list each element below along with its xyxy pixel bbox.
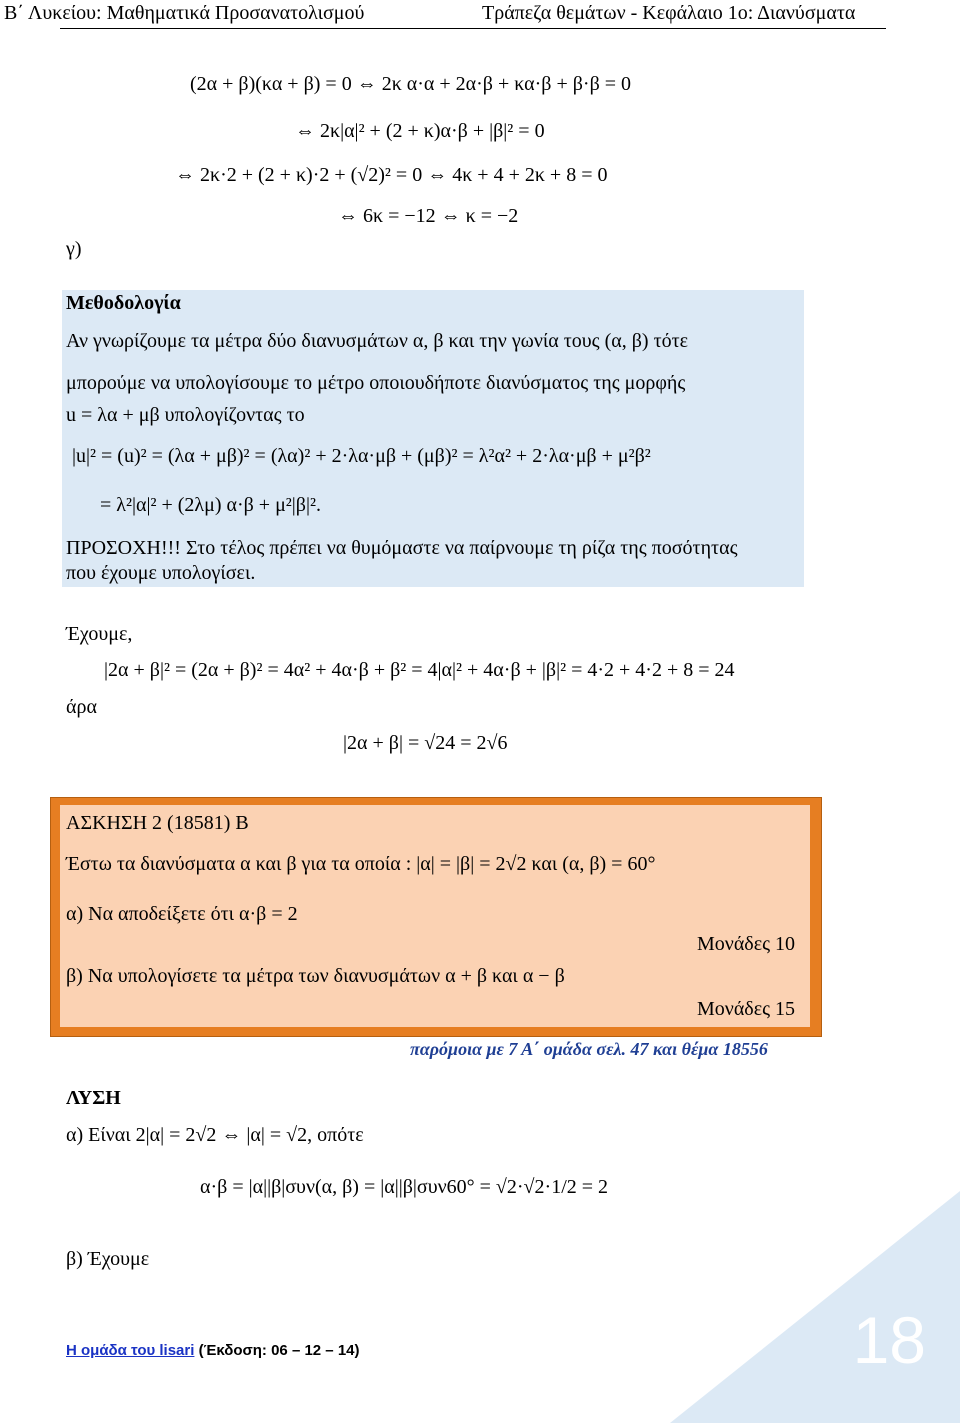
solution-part-a-line-1: α) Είναι 2|α| = 2√2 ⇔ |α| = √2, οπότε (66, 1124, 364, 1146)
header-left: Β΄ Λυκείου: Μαθηματικά Προσανατολισμού (4, 2, 365, 24)
exercise-points-a: Μονάδες 10 (697, 933, 796, 955)
methodology-line-3: u = λα + μβ υπολογίζοντας το (66, 404, 305, 426)
methodology-line-1: Αν γνωρίζουμε τα μέτρα δύο διανυσμάτων α, β και την γωνία τους (α, β) τότε (66, 330, 689, 352)
solution-title: ΛΥΣΗ (66, 1087, 121, 1109)
derivation-line-1: (2α + β)(κα + β) = 0 ⇔ 2κ α·α + 2α·β + κα·β + β·β = 0 (190, 73, 632, 95)
solution-part-b: β) Έχουμε (66, 1248, 150, 1270)
derivation-line-3: ⇔ 2κ·2 + (2 + κ)·2 + (√2)² = 0 ⇔ 4κ + 4 + 2κ + 8 = 0 (175, 164, 608, 186)
example-equation: |2α + β|² = (2α + β)² = 4α² + 4α·β + β² = 4|α|² + 4α·β + |β|² = 4·2 + 4·2 + 8 = 24 (104, 659, 735, 681)
footer-version: (Έκδοση: 06 – 12 – 14) (194, 1342, 360, 1359)
attention-line-1 (66, 537, 737, 560)
example-intro: Έχουμε, (66, 623, 133, 645)
solution-part-a-line-2: α·β = |α||β|συν(α, β) = |α||β|συν60° = √2·√2·1/2 = 2 (200, 1176, 609, 1198)
page-number: 18 (852, 1303, 926, 1377)
exercise-points-b: Μονάδες 15 (697, 998, 796, 1020)
similar-credit: παρόμοια με 7 Α΄ ομάδα σελ. 47 και θέμα 18556 (410, 1039, 768, 1059)
attention-rest: Στο τέλος πρέπει να θυμόμαστε να παίρνουμε τη ρίζα της ποσότητας (180, 537, 738, 559)
attention-line-2: που έχουμε υπολογίσει. (66, 562, 256, 584)
attention-bold: ΠΡΟΣΟΧΗ!!! (66, 537, 181, 559)
footer-link[interactable]: Η ομάδα του lisari (66, 1342, 195, 1359)
methodology-formula-2: = λ²|α|² + (2λμ) α·β + μ²|β|². (100, 494, 321, 516)
methodology-title: Μεθοδολογία (66, 292, 181, 314)
methodology-line-2: μπορούμε να υπολογίσουμε το μέτρο οποιουδήποτε διανύσματος της μορφής (66, 372, 686, 394)
derivation-line-2: ⇔ 2κ|α|² + (2 + κ)α·β + |β|² = 0 (295, 120, 545, 142)
example-result: |2α + β| = √24 = 2√6 (343, 732, 508, 754)
derivation-line-4: ⇔ 6κ = −12 ⇔ κ = −2 (338, 205, 519, 227)
example-so-label: άρα (66, 696, 97, 718)
exercise-part-b: β) Να υπολογίσετε τα μέτρα των διανυσμάτων α + β και α − β (66, 965, 565, 987)
part-gamma-label: γ) (66, 238, 82, 260)
exercise-statement: Έστω τα διανύσματα α και β για τα οποία : |α| = |β| = 2√2 και (α, β) = 60° (66, 853, 656, 875)
footer (66, 1342, 360, 1359)
exercise-part-a: α) Να αποδείξετε ότι α·β = 2 (66, 903, 298, 925)
exercise-title: ΑΣΚΗΣΗ 2 (18581) Β (66, 812, 249, 834)
header-right: Τράπεζα θεμάτων - Κεφάλαιο 1ο: Διανύσματα (482, 2, 856, 24)
methodology-formula-1: |u|² = (u)² = (λα + μβ)² = (λα)² + 2·λα·μβ + (μβ)² = λ²α² + 2·λα·μβ + μ²β² (72, 445, 651, 467)
header-rule (60, 28, 886, 29)
